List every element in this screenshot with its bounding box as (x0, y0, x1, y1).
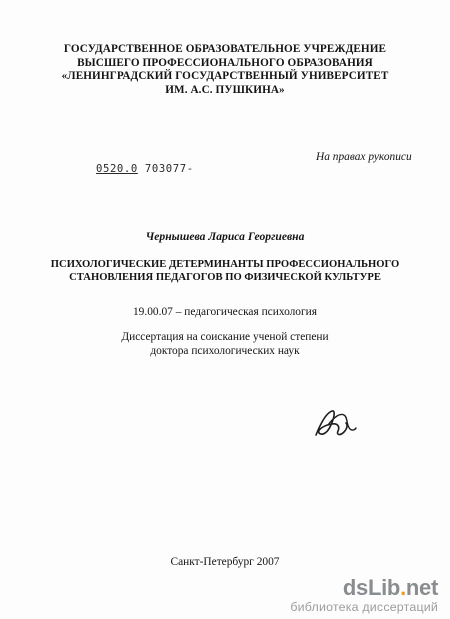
author-name: Чернышева Лариса Георгиевна (145, 230, 305, 243)
institution-line: ВЫСШЕГО ПРОФЕССИОНАЛЬНОГО ОБРАЗОВАНИЯ (77, 56, 373, 69)
dslib-logo (290, 577, 438, 599)
dslib-watermark (290, 577, 438, 615)
title-line: ПСИХОЛОГИЧЕСКИЕ ДЕТЕРМИНАНТЫ ПРОФЕССИОНАЛЬНОГО (50, 259, 400, 270)
logo-main: dsLib (342, 575, 401, 600)
institution-line: «ЛЕНИНГРАДСКИЙ ГОСУДАРСТВЕННЫЙ УНИВЕРСИТЕТ (61, 70, 389, 82)
stamp-number: 703077- (144, 163, 194, 175)
institution-line: ГОСУДАРСТВЕННОЕ ОБРАЗОВАТЕЛЬНОЕ УЧРЕЖДЕНИЕ (63, 43, 387, 55)
logo-dot: . (400, 575, 406, 600)
degree-line: доктора психологических наук (150, 345, 300, 357)
registration-stamp (96, 163, 194, 175)
stamp-code: 0520.0 (96, 163, 138, 175)
degree-statement (0, 330, 450, 358)
dslib-tagline: библиотека диссертаций (290, 600, 438, 614)
institution-line: ИМ. А.С. ПУШКИНА» (165, 83, 285, 96)
logo-tld: net (405, 575, 438, 600)
handwritten-signature (310, 405, 358, 445)
degree-line: Диссертация на соискание ученой степени (121, 331, 329, 343)
institution-header (60, 43, 390, 97)
manuscript-rights-note: На правах рукописи (316, 151, 412, 163)
title-line: СТАНОВЛЕНИЯ ПЕДАГОГОВ ПО ФИЗИЧЕСКОЙ КУЛЬТУРЕ (69, 272, 381, 283)
dissertation-title (40, 258, 410, 284)
specialty-code: 19.00.07 – педагогическая психология (132, 306, 318, 318)
city-year: Санкт-Петербург 2007 (170, 556, 280, 568)
